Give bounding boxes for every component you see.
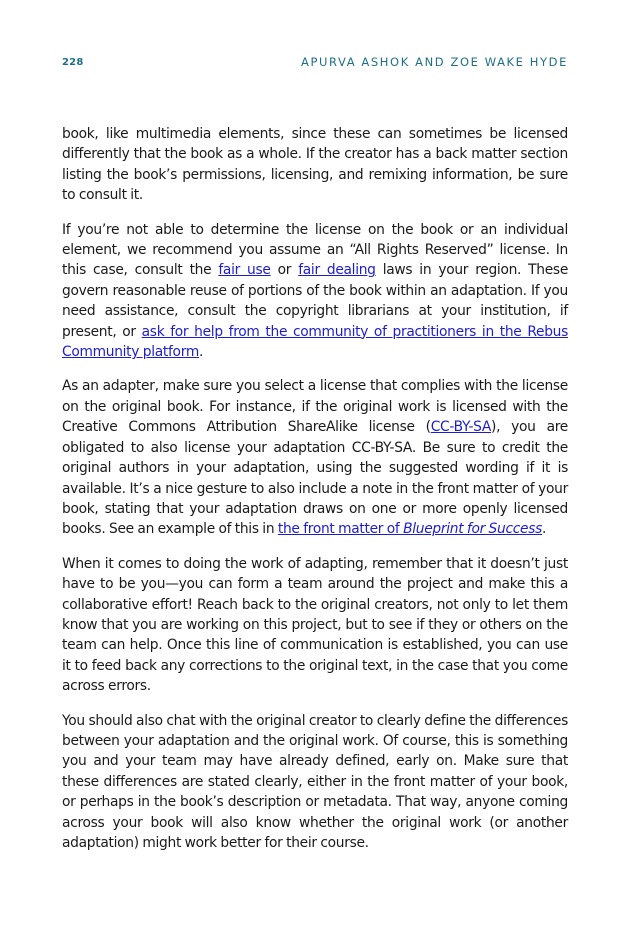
paragraph-3-text-3: . — [542, 521, 547, 538]
paragraph-2-text-1: If you’re not able to determine the license on the book or an individual element, we recommend you assume an “All Rights Reserved” license. In this case, consult the — [62, 221, 568, 279]
paragraph-1: book, like multimedia elements, since these can sometimes be licensed differently that the book as a whole. If the creator has a back matter section listing the book’s permissions, licensing, and remixing information, be sure to consult it. — [62, 126, 568, 204]
fair-dealing-link[interactable]: fair dealing — [298, 262, 376, 279]
paragraph-3 — [62, 376, 568, 539]
paragraph-2-text-3: laws in your region. These govern reasonable reuse of portions of the book within an adaptation. If you need assistance, consult the copyright librarians at your institution, if present, or — [62, 262, 569, 340]
front-matter-link[interactable] — [278, 521, 542, 537]
book-title-link-text: Blueprint for Success — [403, 521, 542, 538]
paragraph-3-text-2: ), you are obligated to also license your adaptation CC-BY-SA. Be sure to credit the original authors in your adaptation, using the suggested wording if it is available. It’s a nice gesture to also include a note in the front matter of your book, stating that your adaptation draws on one or more openly licensed books. See an example of this in — [62, 419, 568, 538]
fair-use-link[interactable]: fair use — [218, 262, 271, 279]
running-head: APURVA ASHOK AND ZOE WAKE HYDE — [301, 55, 568, 69]
front-matter-link-text: the front matter of — [277, 521, 404, 538]
paragraph-5: You should also chat with the original creator to clearly define the differences between your adaptation and the original work. Of course, this is something you and your team may have already defined, early on. Make sure that these differences are stated clearly, either in the front matter of your book, or perhaps in the book’s description or metadata. That way, anyone coming across your book will also know whether the original work (or another adaptation) might work better for their course. — [62, 712, 568, 851]
paragraph-2-text-4: . — [198, 344, 204, 361]
page-number: 228 — [62, 57, 84, 68]
paragraph-4: When it comes to doing the work of adapting, remember that it doesn’t just have to be you—you can form a team around the project and make this a collaborative effort! Reach back to the original creators, not only to let them know that you are working on this project, but to see if they or others on the team can help. Once this line of communication is established, you can use it to feed back any corrections to the original text, in the case that you come across errors. — [62, 555, 568, 695]
rebus-community-link[interactable]: ask for help from the community of practitioners in the Rebus Community platform — [62, 323, 568, 361]
paragraph-2-text-2: or — [270, 262, 299, 279]
body-text — [62, 124, 568, 867]
paragraph-3-text-1: As an adapter, make sure you select a license that complies with the license on the original book. For instance, if the original work is licensed with the Creative Commons Attribution ShareAlike license ( — [62, 378, 568, 436]
cc-by-sa-link[interactable]: CC-BY-SA — [430, 419, 492, 436]
paragraph-2 — [62, 220, 568, 363]
